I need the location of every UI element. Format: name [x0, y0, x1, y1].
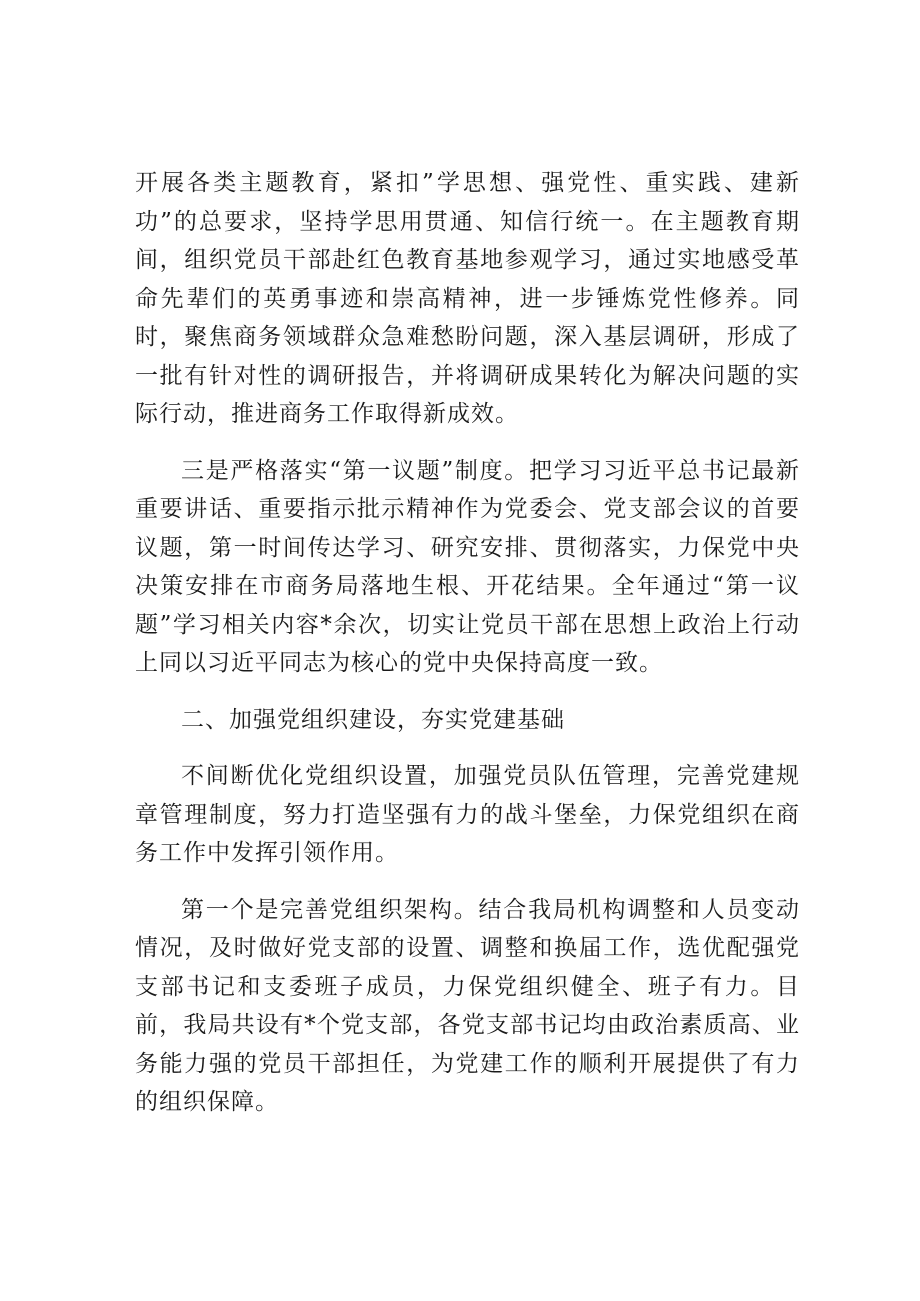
section-heading-party-organization: 二、加强党组织建设，夯实党建基础: [181, 706, 565, 733]
paragraph-organization-structure: 第一个是完善党组织架构。结合我局机构调整和人员变动情况，及时做好党支部的设置、调整和换届工作，选优配强党支部书记和支委班子成员，力保党组织健全、班子有力。目前，我局共设有*个党支部，各党支部书记均由政治素质高、业务能力强的党员干部担任，为党建工作的顺利开展提供了有力的组织保障。: [135, 896, 800, 1115]
paragraph-theme-education: 开展各类主题教育，紧扣”学思想、强党性、重实践、建新功”的总要求，坚持学思用贯通、知信行统一。在主题教育期间，组织党员干部赴红色教育基地参观学习，通过实地感受革命先辈们的英勇事迹和崇高精神，进一步锤炼党性修养。同时，聚焦商务领域群众急难愁盼问题，深入基层调研，形成了一批有针对性的调研报告，并将调研成果转化为解决问题的实际行动，推进商务工作取得新成效。: [135, 170, 800, 427]
paragraph-organization-setup: 不间断优化党组织设置，加强党员队伍管理，完善党建规章管理制度，努力打造坚强有力的战斗堡垒，力保党组织在商务工作中发挥引领作用。: [135, 763, 800, 866]
paragraph-first-agenda-item: 三是严格落实“第一议题”制度。把学习习近平总书记最新重要讲话、重要指示批示精神作为党委会、党支部会议的首要议题，第一时间传达学习、研究安排、贯彻落实，力保党中央决策安排在市商务局落地生根、开花结果。全年通过“第一议题”学习相关内容*余次，切实让党员干部在思想上政治上行动上同以习近平同志为核心的党中央保持高度一致。: [135, 457, 800, 676]
document-body: [135, 164, 800, 1140]
